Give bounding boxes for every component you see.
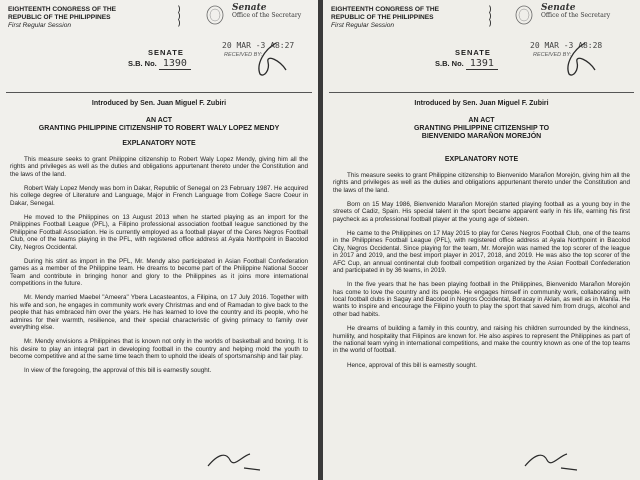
paragraph: Robert Waly Lopez Mendy was born in Dakar, Republic of Senegal on 23 February 1987. He acquired his college degree of Literature and Language, Major in French Language from College Sacre Coeur in Dakar, Senegal. (10, 185, 308, 207)
act-subtitle: GRANTING PHILIPPINE CITIZENSHIP TO ROBERT WALY LOPEZ MENDY (38, 125, 280, 133)
senate-seal-icon (509, 4, 539, 26)
office-sub: Office of the Secretary (541, 12, 611, 19)
receiver-signature (246, 40, 294, 80)
header-brackets: ) ) ) (178, 6, 181, 28)
bill-number-label: S.B. No. (435, 59, 464, 68)
paragraph: Mr. Mendy envisions a Philippines that is known not only in the worlds of basketball and boxing. It is his desire to play an integral part in developing football in the country and helping mold the youth to become competitive and at the same time teach them to uphold the ideals of sportsmanship and fair play. (10, 338, 308, 360)
paragraph: This measure seeks to grant Philippine citizenship to Bienvenido Marañon Morejón, giving him all the rights and privileges as well as the duties and obligations appurtenant thereto under the Constitution and the laws of the land. (333, 172, 630, 194)
explanatory-note-heading: EXPLANATORY NOTE (122, 140, 196, 147)
secretary-office-stamp (232, 5, 301, 19)
act-title: AN ACT (145, 117, 173, 124)
paragraph: In view of the foregoing, the approval of this bill is earnestly sought. (24, 367, 212, 375)
bill-page-right (323, 0, 640, 480)
session-label: First Regular Session (8, 22, 72, 29)
header-line-2: REPUBLIC OF THE PHILIPPINES (331, 14, 434, 21)
congress-header (8, 6, 116, 30)
paragraph: Mr. Mendy married Maebel "Ameera" Ybera Lacasteantos, a Filipina, on 17 July 2016. Together with his wife and son, he engages in community work every Christmas and end of Ramadan to give back to the people that has embraced him over the years. He has learned to love the country and its people, who he admires for their warmth, resilience, and their special characteristic of giving primacy to family over everything else. (10, 294, 308, 331)
office-sub: Office of the Secretary (232, 12, 302, 19)
header-line-2: REPUBLIC OF THE PHILIPPINES (8, 14, 111, 21)
act-subtitle-name: BIENVENIDO MARAÑON MOREJÓN (421, 133, 542, 141)
introduced-by: Introduced by Sen. Juan Miguel F. Zubiri (414, 100, 549, 107)
header-divider (329, 92, 634, 93)
senate-label: SENATE (455, 48, 491, 57)
paragraph: He came to the Philippines on 17 May 2015 to play for Ceres Negros Football Club, one of the teams in the Philippines Football League (PFL), with registered office address at Ayala Northpoint in Bacolod City, Negros Occidental. Since playing for the team, Mr. Morejón was named the top scorer of the league in 2017 and 2019, and the best import player in 2017, 2018, and 2019. He was also the top scorer of the AFC Cup, an annual continental club football competition organized by the Asian Football Confederation and participated in by 36 teams, in 2019. (333, 230, 630, 275)
sponsor-signature (521, 446, 581, 474)
paragraph: This measure seeks to grant Philippine citizenship to Robert Waly Lopez Mendy, giving him all the rights and privileges as well as the duties and obligations appurtenant thereto under the Constitution and the laws of the land. (10, 156, 308, 178)
explanatory-note-body (333, 172, 630, 376)
introduced-by: Introduced by Sen. Juan Miguel F. Zubiri (91, 100, 227, 107)
received-stamp: 20 MAR -3 A8:28 (530, 41, 603, 50)
congress-header (331, 6, 439, 30)
office-title: Senate (232, 3, 267, 13)
receiver-signature (555, 40, 603, 80)
bill-number-line (128, 58, 191, 69)
explanatory-note-body (10, 156, 308, 381)
paragraph: During his stint as import in the PFL, Mr. Mendy also participated in Asian Football Confederation games as a member of the Philippine team. He dreams to become part of the Philippine National Soccer Team and contribute in bringing honor and glory to the Philippines as it joins more international competitions in the future. (10, 257, 308, 288)
secretary-office-stamp (541, 5, 610, 19)
header-brackets: ) ) ) (489, 6, 492, 28)
bill-number-label: S.B. No. (128, 59, 157, 68)
header-line-1: EIGHTEENTH CONGRESS OF THE (331, 6, 440, 13)
paragraph: He dreams of building a family in this country, and raising his children surrounded by the kindness, humility, and hospitality that Filipinos are known for. He also aspires to represent the Philippines as part of the national team vying in international competitions, and make the country known as one of the top teams in the world of football. (333, 325, 630, 355)
received-stamp: 20 MAR -3 A8:27 (222, 41, 295, 50)
header-divider (6, 92, 312, 93)
received-by-label: RECEIVED BY: (224, 52, 263, 58)
bill-number: 1390 (159, 58, 191, 70)
paragraph: He moved to the Philippines on 13 August 2013 when he started playing as an import for the Philippines Football League (PFL), a Filipino professional association football league sanctioned by the Philippine Football Association. He is currently employed as a football player of the Ceres Negros Football Club, one of the teams playing in the PFL, with registered office address at Ayala Northpoint in Bacolod City, Negros Occidental. (10, 214, 308, 251)
received-by-label: RECEIVED BY: (533, 52, 572, 58)
session-label: First Regular Session (331, 22, 395, 29)
act-title-block (0, 117, 318, 133)
bill-number: 1391 (466, 58, 498, 70)
senate-label: SENATE (148, 48, 184, 57)
act-title-block (323, 117, 640, 142)
explanatory-note-heading: EXPLANATORY NOTE (444, 156, 519, 163)
senate-seal-icon (200, 4, 230, 26)
act-subtitle: GRANTING PHILIPPINE CITIZENSHIP TO (413, 125, 550, 133)
office-title: Senate (541, 3, 576, 13)
paragraph: Hence, approval of this bill is earnestly sought. (347, 361, 477, 369)
bill-number-line (435, 58, 498, 69)
header-line-1: EIGHTEENTH CONGRESS OF THE (8, 6, 117, 13)
paragraph: Born on 15 May 1986, Bienvenido Marañon Morejón started playing football as a young boy in the streets of Cadiz, Spain. His special talent in the sport became apparent early in his life, earning his first paycheck as a professional football player at the young age of sixteen. (333, 201, 630, 223)
paragraph: In the five years that he has been playing football in the Philippines, Bienvenido Marañon Morejón has come to love the country and its people. He engages himself in community work, collaborating with local football clubs in Sagay and Bacolod in Negros Occidental, Boracay in Aklan, as well as in Manila. He wants to inspire and encourage the Filipino youth to play the sport that saved him from drugs, alcohol and other bad habits. (333, 281, 630, 318)
sponsor-signature (204, 446, 264, 474)
act-title: AN ACT (468, 117, 495, 124)
bill-page-left (0, 0, 318, 480)
